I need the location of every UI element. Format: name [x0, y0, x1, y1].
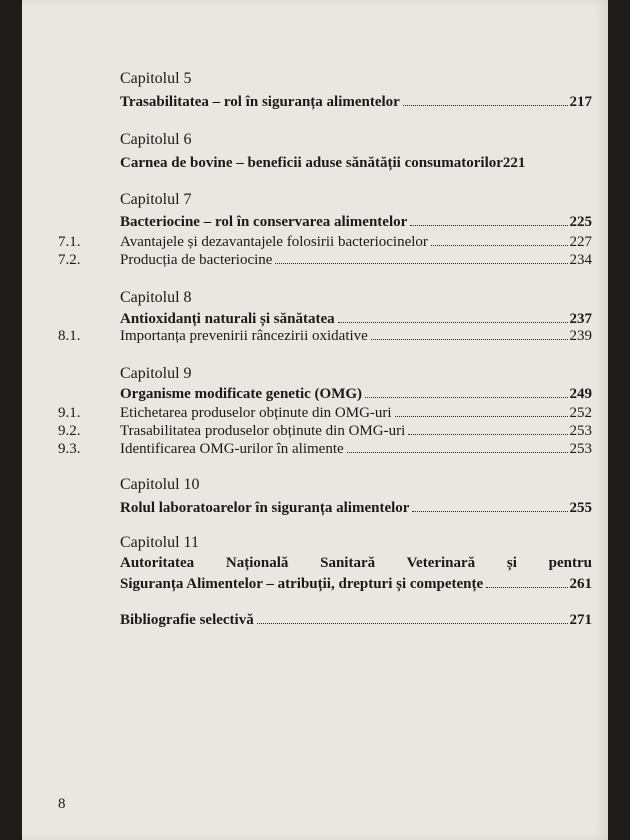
page-number: 8: [58, 796, 66, 812]
toc-entry[interactable]: [120, 575, 592, 594]
toc-entry[interactable]: [120, 440, 592, 459]
toc-entry-title: Etichetarea produselor obținute din OMG-uri: [120, 405, 392, 421]
toc-entry-title: Trasabilitatea produselor obținute din OMG-uri: [120, 423, 406, 439]
toc-entry-page: 239: [569, 328, 592, 344]
toc-entry[interactable]: [120, 422, 592, 441]
dot-leader: [408, 434, 567, 435]
section-number: 9.2.: [58, 423, 81, 439]
dot-leader: [365, 397, 567, 398]
chapter-label: Capitolul 11: [120, 534, 199, 551]
toc-entry[interactable]: [120, 385, 592, 404]
toc-entry-title: Trasabilitatea – rol în siguranța alimentelor: [120, 94, 400, 110]
dot-leader: [403, 105, 568, 106]
toc-entry-page: 237: [569, 311, 592, 327]
toc-entry-page: 225: [569, 214, 592, 230]
dot-leader: [395, 416, 568, 417]
toc-entry[interactable]: [120, 404, 592, 423]
toc-entry[interactable]: [120, 213, 592, 232]
toc-entry[interactable]: [120, 251, 592, 270]
dot-leader: [371, 339, 568, 340]
dot-leader: [431, 245, 568, 246]
toc-entry-page: 261: [569, 576, 592, 592]
toc-entry[interactable]: [120, 154, 598, 173]
toc-entry-title: Producția de bacteriocine: [120, 252, 273, 268]
toc-entry-title: Identificarea OMG-urilor în alimente: [120, 441, 344, 457]
section-number: 9.1.: [58, 405, 81, 421]
chapter-label: Capitolul 5: [120, 70, 192, 87]
dot-leader: [338, 322, 568, 323]
dot-leader: [410, 225, 567, 226]
chapter-label: Capitolul 10: [120, 476, 200, 493]
toc-entry[interactable]: [120, 499, 592, 518]
toc-entry-page: 253: [569, 423, 592, 439]
chapter-label: Capitolul 8: [120, 289, 192, 306]
book-page: [22, 0, 608, 840]
table-of-contents: [22, 0, 608, 840]
section-number: 9.3.: [58, 441, 81, 457]
toc-entry-page: 252: [569, 405, 592, 421]
toc-entry-page: 249: [569, 386, 592, 402]
toc-entry-page: 217: [569, 94, 592, 110]
dot-leader: [347, 452, 568, 453]
toc-entry-title: Rolul laboratoarelor în siguranța alimentelor: [120, 500, 410, 516]
toc-entry-title: Bibliografie selectivă: [120, 612, 254, 628]
section-number: 8.1.: [58, 328, 81, 344]
toc-entry-title: Importanța prevenirii râncezirii oxidative: [120, 328, 368, 344]
chapter-label: Capitolul 6: [120, 131, 192, 148]
dot-leader: [486, 587, 567, 588]
toc-entry-title-line2: Siguranța Alimentelor – atribuții, drepturi și competențe: [120, 576, 484, 592]
toc-entry-title: Antioxidanți naturali și sănătatea: [120, 311, 335, 327]
toc-entry-bibliography[interactable]: [120, 611, 592, 630]
chapter-label: Capitolul 9: [120, 365, 192, 382]
dot-leader: [412, 511, 567, 512]
toc-entry-title: Bacteriocine – rol în conservarea alimentelor: [120, 214, 408, 230]
toc-entry-page: 271: [569, 612, 592, 628]
section-number: 7.1.: [58, 234, 81, 250]
toc-entry-page: 221: [502, 155, 526, 171]
toc-entry[interactable]: [120, 327, 592, 346]
toc-entry[interactable]: [120, 93, 592, 112]
toc-entry-page: 227: [569, 234, 592, 250]
toc-entry-title: Avantajele și dezavantajele folosirii bacteriocinelor: [120, 234, 428, 250]
toc-entry-page: 234: [569, 252, 592, 268]
dot-leader: [257, 623, 568, 624]
toc-entry[interactable]: [120, 233, 592, 252]
section-number: 7.2.: [58, 252, 81, 268]
chapter-label: Capitolul 7: [120, 191, 192, 208]
toc-entry-title: Carnea de bovine – beneficii aduse sănătății consumatorilor: [120, 155, 503, 171]
dot-leader: [275, 263, 567, 264]
toc-entry-page: 253: [569, 441, 592, 457]
toc-entry-title-line1: Autoritatea Națională Sanitară Veterinară și pentru: [120, 555, 592, 571]
toc-entry-title: Organisme modificate genetic (OMG): [120, 386, 363, 402]
toc-entry-page: 255: [569, 500, 592, 516]
